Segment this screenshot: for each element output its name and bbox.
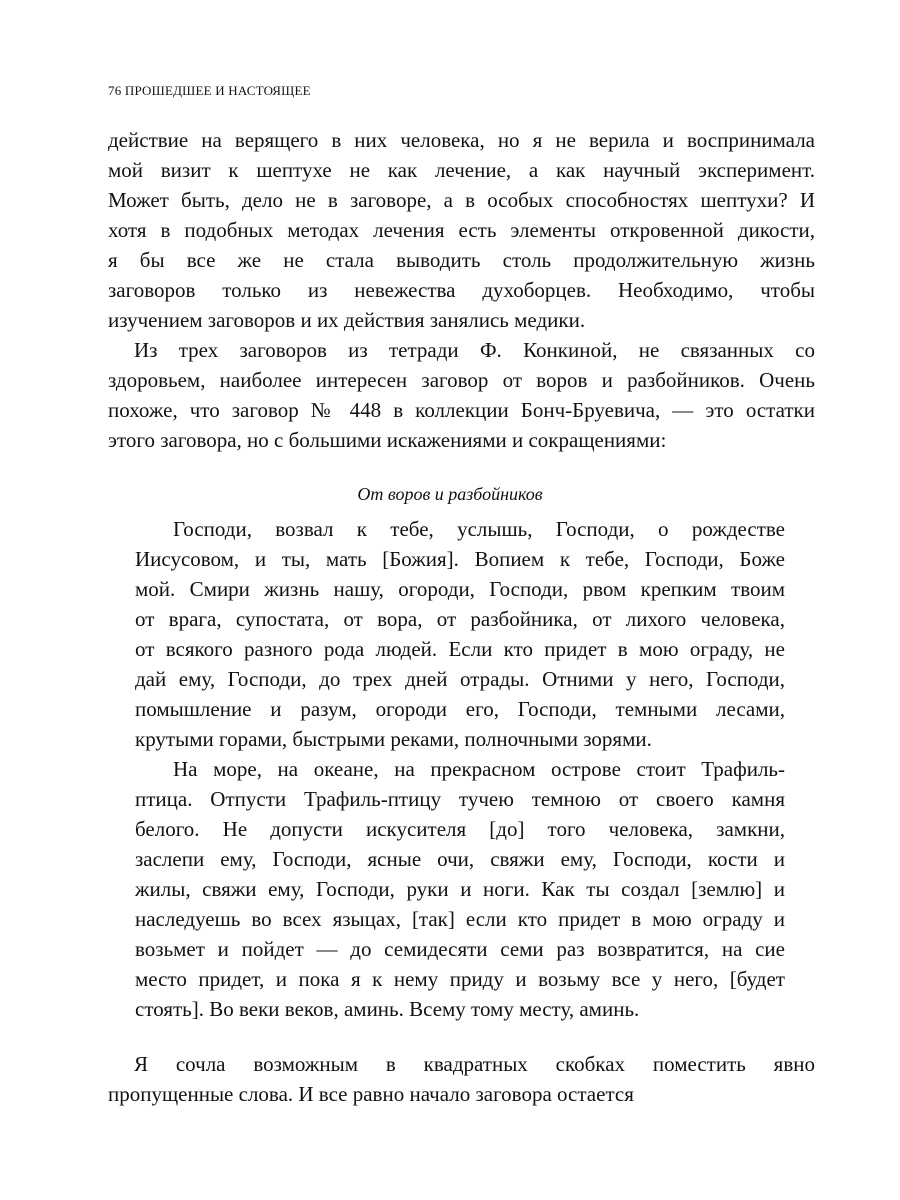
- text-line: дай ему, Господи, до трех дней отрады. Отними у него, Господи,: [135, 667, 785, 691]
- text-line: заговоров только из невежества духоборцев. Необходимо, чтобы: [108, 278, 815, 302]
- text-line: этого заговора, но с большими искажениями и сокращениями:: [108, 428, 667, 452]
- text-line: заслепи ему, Господи, ясные очи, свяжи ему, Господи, кости и: [135, 847, 785, 871]
- text-line: крутыми горами, быстрыми реками, полночными зорями.: [135, 727, 652, 751]
- text-line: Может быть, дело не в заговоре, а в особых способностях шептухи? И: [108, 188, 815, 212]
- text-line: возьмет и пойдет — до семидесяти семи раз возвратится, на сие: [135, 937, 785, 961]
- quote-paragraph-2: [135, 754, 785, 1024]
- text-line: от всякого разного рода людей. Если кто придет в мою ограду, не: [135, 637, 785, 661]
- text-line: Иисусовом, и ты, мать [Божия]. Вопием к тебе, Господи, Боже: [135, 547, 785, 571]
- text-line: стоять]. Во веки веков, аминь. Всему тому месту, аминь.: [135, 997, 640, 1021]
- page-number: 76: [108, 83, 122, 98]
- text-line: Господи, возвал к тебе, услышь, Господи, о рождестве: [173, 517, 785, 541]
- text-line: похоже, что заговор № 448 в коллекции Бонч-Бруевича, — это остатки: [108, 398, 815, 422]
- text-line: пропущенные слова. И все равно начало заговора остается: [108, 1082, 634, 1106]
- running-title: ПРОШЕДШЕЕ И НАСТОЯЩЕЕ: [124, 83, 311, 98]
- text-line: я бы все же не стала выводить столь продолжительную жизнь: [108, 248, 815, 272]
- text-line: птица. Отпусти Трафиль-птицу тучею темною от своего камня: [135, 787, 785, 811]
- text-line: хотя в подобных методах лечения есть элементы откровенной дикости,: [108, 218, 815, 242]
- paragraph-2: [108, 335, 815, 455]
- running-header: [108, 83, 311, 99]
- text-line: На море, на океане, на прекрасном острове стоит Трафиль-: [173, 757, 785, 781]
- text-line: Я сочла возможным в квадратных скобках поместить явно: [134, 1052, 815, 1076]
- text-line: Из трех заговоров из тетради Ф. Конкиной, не связанных со: [134, 338, 815, 362]
- paragraph-3: [108, 1049, 815, 1109]
- text-line: наследуешь во всех языцах, [так] если кто придет в мою ограду и: [135, 907, 785, 931]
- quote-paragraph-1: [135, 514, 785, 754]
- text-line: мой. Смири жизнь нашу, огороди, Господи, рвом крепким твоим: [135, 577, 785, 601]
- text-line: жилы, свяжи ему, Господи, руки и ноги. Как ты создал [землю] и: [135, 877, 785, 901]
- text-line: действие на верящего в них человека, но я не верила и воспринимала: [108, 128, 815, 152]
- text-line: помышление и разум, огороди его, Господи, темными лесами,: [135, 697, 785, 721]
- text-line: от врага, супостата, от вора, от разбойника, от лихого человека,: [135, 607, 785, 631]
- text-line: белого. Не допусти искусителя [до] того человека, замкни,: [135, 817, 785, 841]
- quote-title: От воров и разбойников: [357, 484, 543, 504]
- text-line: изучением заговоров и их действия занялись медики.: [108, 308, 586, 332]
- paragraph-1: [108, 125, 815, 335]
- text-line: здоровьем, наиболее интересен заговор от воров и разбойников. Очень: [108, 368, 815, 392]
- text-line: мой визит к шептухе не как лечение, а как научный эксперимент.: [108, 158, 815, 182]
- text-line: место придет, и пока я к нему приду и возьму все у него, [будет: [135, 967, 785, 991]
